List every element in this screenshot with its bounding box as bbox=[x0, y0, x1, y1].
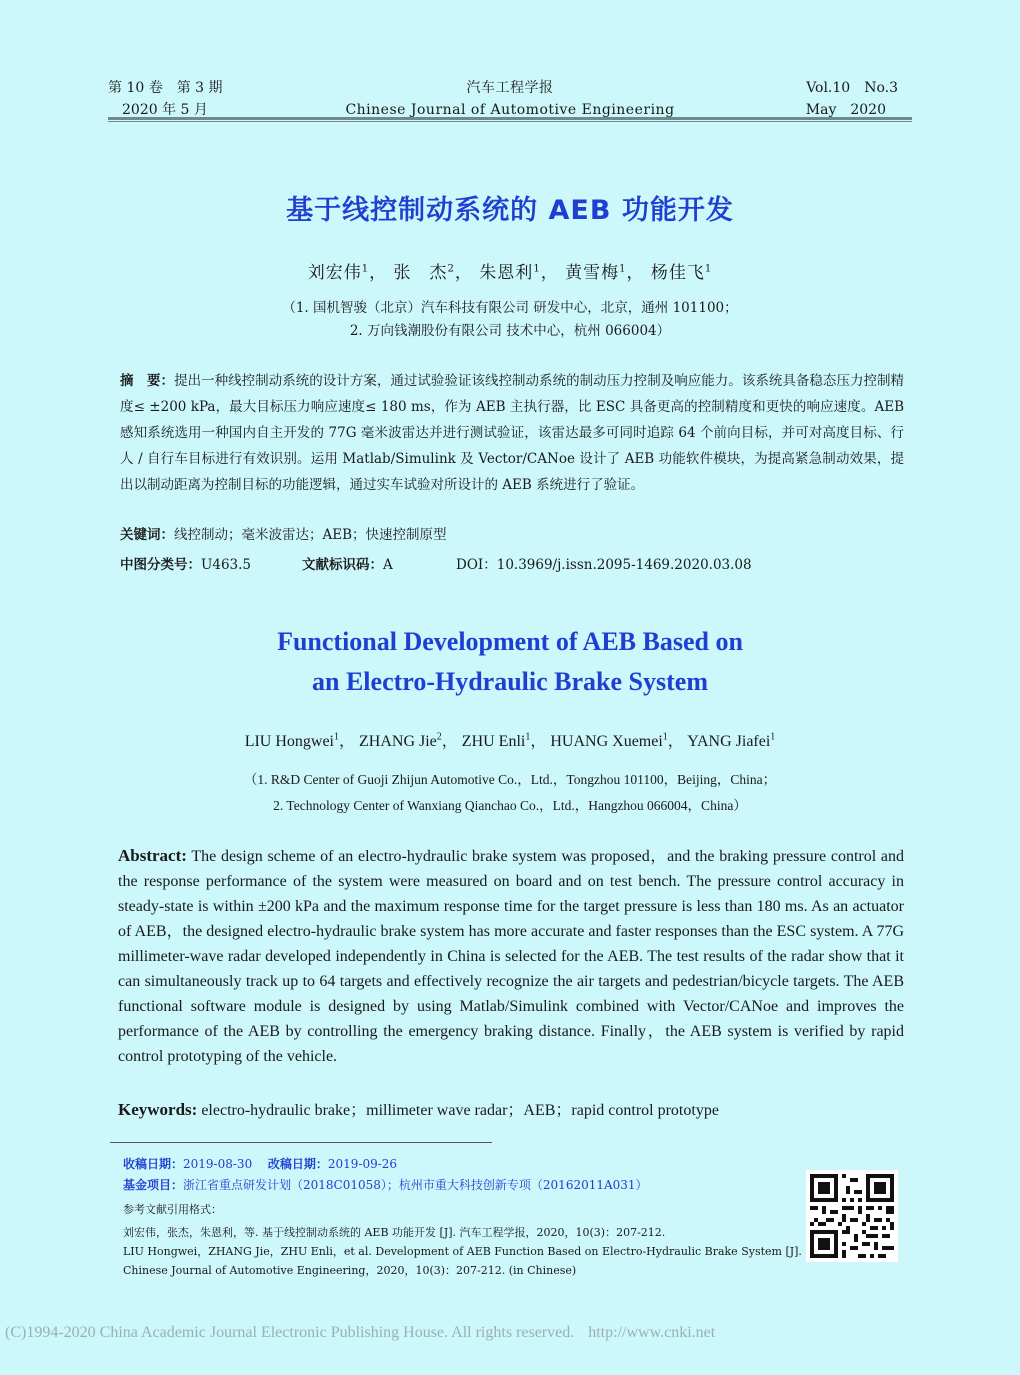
abstract-cn-label: 摘 要： bbox=[120, 373, 175, 389]
author-en: LIU Hongwei bbox=[244, 733, 334, 750]
received-value: 2019-08-30 bbox=[183, 1157, 253, 1171]
header-rule bbox=[108, 117, 912, 120]
title-en-line1: Functional Development of AEB Based on bbox=[277, 627, 743, 656]
author-cn: 朱恩利 bbox=[479, 263, 534, 283]
abstract-en-text: The design scheme of an electro-hydraulic brake system was proposed，and the braking pressure control and the response performance of the system were measured on board and on test bench. The pressure control accuracy in steady-state is within ±200 kPa and the maximum response time for the target pressure is less than 180 ms. As an actuator of AEB，the designed electro-hydraulic brake system has more accurate and faster responses than the ESC system. A 77G millimeter-wave radar developed independently in China is selected for the AEB. The test results of the radar show that it can simultaneously track up to 64 targets and effectively recognize the air targets and pedestrian/bicycle targets. The AEB functional software module is designed by using Matlab/Simulink combined with Vector/CANoe and improves the performance of the AEB by controlling the emergency braking distance. Finally，the AEB system is verified by rapid control prototyping of the vehicle. bbox=[118, 848, 904, 1065]
affiliations-cn bbox=[100, 297, 920, 343]
header-journal-en: Chinese Journal of Automotive Engineering bbox=[345, 102, 675, 118]
classification-row bbox=[120, 553, 904, 577]
clc-value: U463.5 bbox=[201, 557, 252, 573]
clc-label: 中图分类号： bbox=[120, 557, 201, 573]
author-aff: 2 bbox=[447, 263, 455, 275]
doi bbox=[456, 553, 752, 577]
author-en: ZHU Enli bbox=[461, 733, 526, 750]
copyright-line bbox=[5, 1324, 1015, 1342]
authors-cn: 刘宏伟$^1$， 张 杰$^2$， 朱恩利$^1$， 黄雪梅$^1$， 杨佳飞$^1$ bbox=[307, 263, 713, 283]
author-aff: 1 bbox=[533, 263, 541, 275]
affiliation-line: （1. R&D Center of Guoji Zhijun Automotive Co.，Ltd.，Tongzhou 101100，Beijing，China； bbox=[243, 772, 777, 787]
header-volume-line: 第 10 卷 第 3 期 bbox=[108, 80, 223, 96]
author-aff: 1 bbox=[770, 731, 776, 743]
citation-header: 参考文献引用格式： bbox=[123, 1203, 222, 1216]
footnote-rule bbox=[110, 1142, 492, 1143]
author-aff: 1 bbox=[619, 263, 627, 275]
citation-en-line2: Chinese Journal of Automotive Engineering，2020，10(3)：207-212. (in Chinese) bbox=[123, 1264, 577, 1277]
header-journal bbox=[340, 77, 680, 121]
keywords-cn bbox=[120, 523, 904, 547]
header-month-year: May 2020 bbox=[805, 102, 886, 118]
author-cn: 杨佳飞 bbox=[650, 263, 705, 283]
author-aff: 1 bbox=[361, 263, 370, 275]
abstract-en-label: Abstract: bbox=[118, 846, 187, 865]
received-label: 收稿日期： bbox=[123, 1157, 184, 1171]
qr-code-icon bbox=[806, 1170, 898, 1262]
keywords-en-label: Keywords: bbox=[118, 1100, 198, 1119]
header-volume-issue bbox=[108, 77, 308, 121]
author-aff: 1 bbox=[662, 731, 668, 743]
author-cn: 刘宏伟 bbox=[307, 263, 362, 283]
footnote-dates bbox=[123, 1154, 397, 1174]
copyright-url: http://www.cnki.net bbox=[588, 1324, 716, 1341]
author-aff: 1 bbox=[334, 731, 339, 743]
doc-code bbox=[302, 553, 456, 577]
title-en bbox=[100, 622, 920, 702]
revised-value: 2019-09-26 bbox=[327, 1157, 398, 1171]
revised-label: 改稿日期： bbox=[267, 1157, 328, 1171]
author-en: ZHANG Jie bbox=[359, 733, 437, 750]
author-cn: 黄雪梅 bbox=[565, 263, 620, 283]
copyright-text: (C)1994-2020 China Academic Journal Electronic Publishing House. All rights reserved. bbox=[5, 1324, 575, 1341]
affiliation-line: 2. 万向钱潮股份有限公司 技术中心，杭州 066004） bbox=[349, 323, 671, 339]
keywords-en-text: electro-hydraulic brake；millimeter wave radar；AEB；rapid control prototype bbox=[201, 1102, 719, 1119]
abstract-cn bbox=[120, 368, 904, 498]
keywords-cn-label: 关键词： bbox=[120, 527, 174, 543]
author-cn: 张 杰 bbox=[393, 263, 448, 283]
doi-value: 10.3969/j.issn.2095-1469.2020.03.08 bbox=[496, 557, 752, 573]
doc-code-value: A bbox=[383, 557, 393, 573]
title-en-line2: an Electro-Hydraulic Brake System bbox=[312, 667, 708, 696]
header-journal-cn: 汽车工程学报 bbox=[466, 80, 554, 96]
citation-en-line1: LIU Hongwei，ZHANG Jie，ZHU Enli，et al. Development of AEB Function Based on Electro-Hydraulic Brake System [J]. bbox=[123, 1245, 802, 1258]
abstract-en bbox=[118, 843, 904, 1069]
author-aff: 1 bbox=[704, 263, 713, 275]
affiliation-line: 2. Technology Center of Wanxiang Qianchao Co.，Ltd.，Hangzhou 066004，China） bbox=[273, 798, 747, 813]
fund-label: 基金项目： bbox=[123, 1178, 184, 1192]
header-vol-no: Vol.10 No.3 bbox=[806, 80, 898, 96]
footnote-fund bbox=[123, 1175, 648, 1195]
clc bbox=[120, 553, 302, 577]
author-aff: 2 bbox=[436, 731, 442, 743]
keywords-cn-text: 线控制动；毫米波雷达；AEB；快速控制原型 bbox=[174, 527, 447, 543]
citation-cn: 刘宏伟，张杰，朱恩利，等. 基于线控制动系统的 AEB 功能开发 [J]. 汽车工程学报，2020，10(3)：207-212. bbox=[123, 1226, 666, 1239]
authors-en: LIU Hongwei$^1$， ZHANG Jie$^2$， ZHU Enli$^1$， HUANG Xuemei$^1$， YANG Jiafei$^1$ bbox=[244, 731, 776, 750]
fund-value: 浙江省重点研发计划（2018C01058）；杭州市重大科技创新专项（20162011A031） bbox=[183, 1178, 648, 1192]
affiliation-line: （1. 国机智骏（北京）汽车科技有限公司 研发中心，北京，通州 101100； bbox=[282, 300, 738, 316]
abstract-cn-text: 提出一种线控制动系统的设计方案，通过试验验证该线控制动系统的制动压力控制及响应能力。该系统具备稳态压力控制精度≤ ±200 kPa，最大目标压力响应速度≤ 180 ms，作为 AEB 主执行器，比 ESC 具备更高的控制精度和更快的响应速度。AEB 感知系统选用一种国内自主开发的 77G 毫米波雷达并进行测试验证，该雷达最多可同时追踪 64 个前向目标，并可对高度目标、行人 / 自行车目标进行有效识别。运用 Matlab/Simulink 及 Vector/CANoe 设计了 AEB 功能软件模块，为提高紧急制动效果，提出以制动距离为控制目标的功能逻辑，通过实车试验对所设计的 AEB 系统进行了验证。 bbox=[120, 373, 905, 493]
author-en: HUANG Xuemei bbox=[550, 733, 663, 750]
doi-label: DOI： bbox=[456, 557, 497, 573]
author-en: YANG Jiafei bbox=[687, 733, 771, 750]
header-vol-en bbox=[770, 77, 898, 121]
author-aff: 1 bbox=[525, 731, 531, 743]
header-date-line: 2020 年 5 月 bbox=[122, 102, 208, 118]
header-rule-thin bbox=[108, 121, 912, 122]
title-cn: 基于线控制动系统的 AEB 功能开发 bbox=[286, 195, 734, 226]
doc-code-label: 文献标识码： bbox=[302, 557, 383, 573]
affiliations-en bbox=[100, 767, 920, 819]
keywords-en bbox=[118, 1097, 904, 1123]
